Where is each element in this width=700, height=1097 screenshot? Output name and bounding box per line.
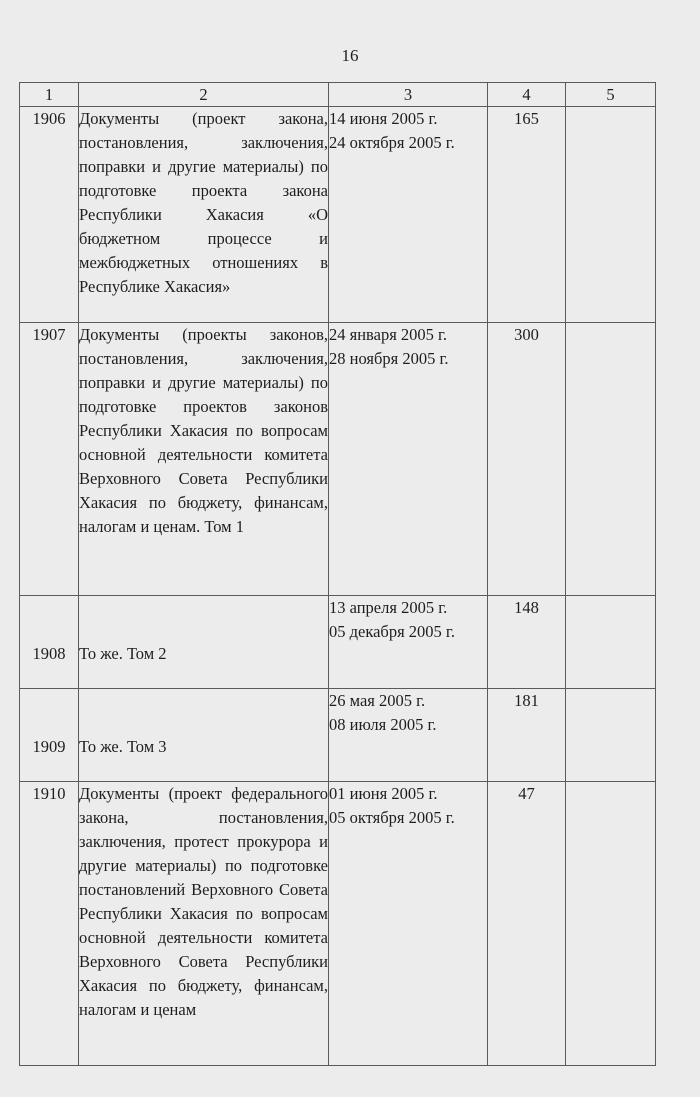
date-start: 26 мая 2005 г. [329, 691, 426, 710]
inventory-table [19, 82, 656, 1066]
item-title: Документы (проект закона, постановления, заключения, поправки и другие материалы) по подготовке проекта закона Республики Хакасия «О бюджетном процессе и межбюджетных отношениях в Республике Хакасия» [79, 107, 329, 323]
item-title: Документы (проект федерального закона, постановления, заключения, протест прокурора и другие материалы) по подготовке постановлений Верховного Совета Республики Хакасия по вопросам основной деятельности комитета Верховного Совета Республики Хакасия по бюджету, финансам, налогам и ценам [79, 782, 329, 1066]
item-number: 1908 [20, 596, 79, 689]
item-sheets: 181 [488, 689, 566, 782]
column-header-3: 3 [329, 83, 488, 107]
item-sheets: 300 [488, 323, 566, 596]
item-title: Документы (проекты законов, постановления, заключения, поправки и другие материалы) по подготовке проектов законов Республики Хакасия по вопросам основной деятельности комитета Верховного Совета Республики Хакасия по бюджету, финансам, налогам и ценам. Том 1 [79, 323, 329, 596]
date-start: 24 января 2005 г. [329, 325, 448, 344]
column-header-1: 1 [20, 83, 79, 107]
item-note [566, 323, 656, 596]
date-end: 05 декабря 2005 г. [329, 622, 455, 641]
date-end: 28 ноября 2005 г. [329, 349, 449, 368]
item-number: 1910 [20, 782, 79, 1066]
item-note [566, 596, 656, 689]
table-row [20, 782, 656, 1066]
item-title: То же. Том 2 [79, 596, 329, 689]
item-title: То же. Том 3 [79, 689, 329, 782]
item-note [566, 107, 656, 323]
item-note [566, 782, 656, 1066]
item-number: 1909 [20, 689, 79, 782]
table-row [20, 107, 656, 323]
item-sheets: 47 [488, 782, 566, 1066]
item-dates [329, 323, 488, 596]
date-end: 08 июля 2005 г. [329, 715, 437, 734]
date-start: 01 июня 2005 г. [329, 784, 438, 803]
date-start: 14 июня 2005 г. [329, 109, 438, 128]
item-dates [329, 782, 488, 1066]
item-dates [329, 689, 488, 782]
date-start: 13 апреля 2005 г. [329, 598, 448, 617]
item-dates [329, 596, 488, 689]
item-number: 1906 [20, 107, 79, 323]
table-row [20, 596, 656, 689]
item-sheets: 165 [488, 107, 566, 323]
item-note [566, 689, 656, 782]
item-number: 1907 [20, 323, 79, 596]
date-end: 05 октября 2005 г. [329, 808, 455, 827]
page-number: 16 [341, 46, 359, 65]
date-end: 24 октября 2005 г. [329, 133, 455, 152]
column-header-5: 5 [566, 83, 656, 107]
item-dates [329, 107, 488, 323]
column-header-2: 2 [79, 83, 329, 107]
column-header-row [20, 83, 656, 107]
item-sheets: 148 [488, 596, 566, 689]
table-row [20, 689, 656, 782]
column-header-4: 4 [488, 83, 566, 107]
table-row [20, 323, 656, 596]
